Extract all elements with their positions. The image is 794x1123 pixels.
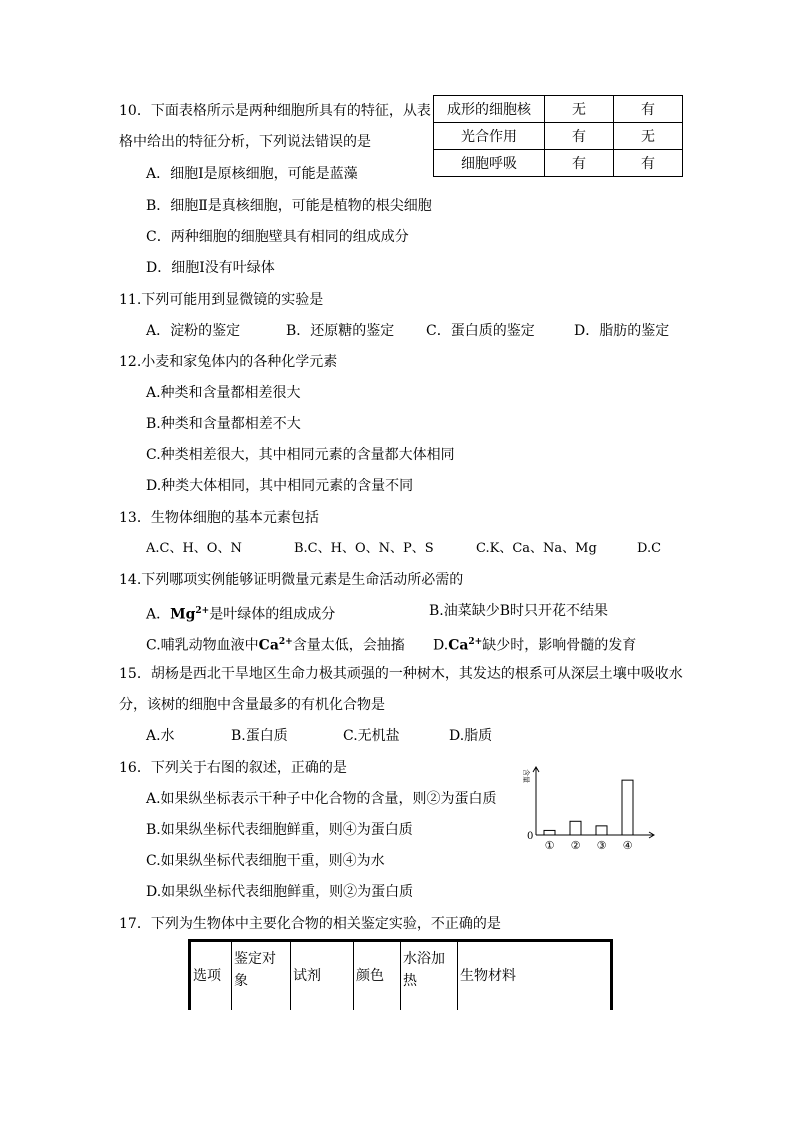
- table-cell: 无: [545, 96, 614, 123]
- q16-option-b: B.如果纵坐标代表细胞鲜重，则④为蛋白质: [146, 822, 413, 838]
- q10-stem-line1: 10．下面表格所示是两种细胞所具有的特征，从表: [119, 103, 431, 119]
- q14-option-c: [146, 632, 405, 656]
- table-cell: 成形的细胞核: [434, 96, 545, 123]
- header-cell: 选项: [190, 941, 232, 1011]
- q16-option-c: C.如果纵坐标代表细胞干重，则④为水: [146, 853, 385, 869]
- table-header-row: [190, 941, 612, 1011]
- origin-label: 0: [527, 831, 534, 842]
- table-cell: 有: [614, 96, 683, 123]
- q14-option-d: [433, 632, 636, 656]
- table-cell: 有: [545, 123, 614, 150]
- x-tick-label: ①: [544, 839, 555, 852]
- q17-assay-table: [188, 939, 613, 1010]
- table-cell: 光合作用: [434, 123, 545, 150]
- table-cell: 有: [614, 150, 683, 177]
- q16-bar-chart: [510, 760, 660, 852]
- q14-c-rest: 含量太低，会抽搐: [292, 637, 405, 654]
- q12-option-a: A.种类和含量都相差很大: [146, 385, 301, 401]
- q10-option-d: D．细胞Ⅰ没有叶绿体: [146, 260, 275, 276]
- q10-option-c: C．两种细胞的细胞壁具有相同的组成成分: [146, 229, 409, 245]
- header-cell: 颜色: [354, 941, 401, 1011]
- q12-option-d: D.种类大体相同，其中相同元素的含量不同: [146, 478, 414, 494]
- q14-a-rest: 是叶绿体的组成成分: [209, 606, 336, 623]
- q15-option-a: A.水: [146, 728, 175, 744]
- q10-stem-line2: 格中给出的特征分析，下列说法错误的是: [119, 134, 371, 150]
- table-cell: 有: [545, 150, 614, 177]
- q13-option-d: D.C: [637, 541, 662, 556]
- q10-option-b: B．细胞Ⅱ是真核细胞，可能是植物的根尖细胞: [146, 198, 432, 214]
- q11-stem: 11.下列可能用到显微镜的实验是: [119, 292, 324, 308]
- q14-stem: 14.下列哪项实例能够证明微量元素是生命活动所必需的: [119, 572, 464, 588]
- header-cell: 生物材料: [458, 941, 612, 1011]
- x-tick-label: ③: [596, 839, 607, 852]
- q11-option-a: A．淀粉的鉴定: [146, 323, 241, 339]
- q14-d-prefix: D.: [433, 637, 449, 654]
- q14-c-charge: 2+: [278, 637, 293, 647]
- q11-option-d: D．脂肪的鉴定: [574, 323, 670, 339]
- q12-option-c: C.种类相差很大，其中相同元素的含量都大体相同: [146, 447, 455, 463]
- q13-option-a: A.C、H、O、N: [146, 541, 242, 556]
- bar: [622, 780, 633, 835]
- table-cell: 细胞呼吸: [434, 150, 545, 177]
- q14-d-rest: 缺少时，影响骨髓的发育: [482, 637, 637, 654]
- q14-c-prefix: C.哺乳动物血液中: [146, 637, 259, 654]
- q12-stem: 12.小麦和家兔体内的各种化学元素: [119, 354, 338, 370]
- q15-stem-line1: 15．胡杨是西北干旱地区生命力极其顽强的一种树木，其发达的根系可从深层土壤中吸收水: [119, 666, 683, 682]
- q13-stem: 13．生物体细胞的基本元素包括: [119, 510, 319, 526]
- q15-option-b: B.蛋白质: [231, 728, 288, 744]
- bar: [544, 830, 555, 835]
- q16-option-a: A.如果纵坐标表示干种子中化合物的含量，则②为蛋白质: [146, 791, 497, 807]
- q10-option-a: A．细胞Ⅰ是原核细胞，可能是蓝藻: [146, 166, 358, 182]
- q14-a-charge: 2+: [195, 606, 210, 616]
- q11-option-c: C．蛋白质的鉴定: [426, 323, 535, 339]
- table-cell: 无: [614, 123, 683, 150]
- q14-c-ion: Ca: [258, 637, 279, 654]
- bar: [596, 826, 607, 835]
- q14-option-a: [146, 601, 335, 625]
- q14-option-b: B.油菜缺少B时只开花不结果: [429, 603, 609, 619]
- q14-a-ion: Mg: [170, 606, 196, 623]
- header-cell: 水浴加热: [401, 941, 458, 1011]
- q14-d-charge: 2+: [468, 637, 483, 647]
- x-tick-label: ②: [570, 839, 581, 852]
- q17-stem: 17．下列为生物体中主要化合物的相关鉴定实验，不正确的是: [119, 916, 501, 932]
- q16-option-d: D.如果纵坐标代表细胞鲜重，则②为蛋白质: [146, 884, 414, 900]
- q13-option-c: C.K、Ca、Na、Mg: [476, 541, 597, 556]
- q11-option-b: B．还原糖的鉴定: [286, 323, 395, 339]
- table-row: [434, 96, 683, 123]
- table-row: [434, 123, 683, 150]
- x-tick-label: ④: [622, 839, 633, 852]
- y-axis-label: 含量: [522, 769, 530, 783]
- q15-stem-line2: 分，该树的细胞中含量最多的有机化合物是: [119, 697, 385, 713]
- q15-option-d: D.脂质: [449, 728, 493, 744]
- header-cell: 试剂: [291, 941, 354, 1011]
- q16-stem: 16．下列关于右图的叙述，正确的是: [119, 760, 347, 776]
- q14-a-prefix: A．: [146, 606, 171, 623]
- bar: [570, 821, 581, 835]
- q10-feature-table: [433, 95, 683, 177]
- q12-option-b: B.种类和含量都相差不大: [146, 416, 301, 432]
- table-row: [434, 150, 683, 177]
- q13-option-b: B.C、H、O、N、P、S: [294, 541, 434, 556]
- q14-d-ion: Ca: [448, 637, 469, 654]
- header-cell: 鉴定对象: [232, 941, 291, 1011]
- q15-option-c: C.无机盐: [343, 728, 400, 744]
